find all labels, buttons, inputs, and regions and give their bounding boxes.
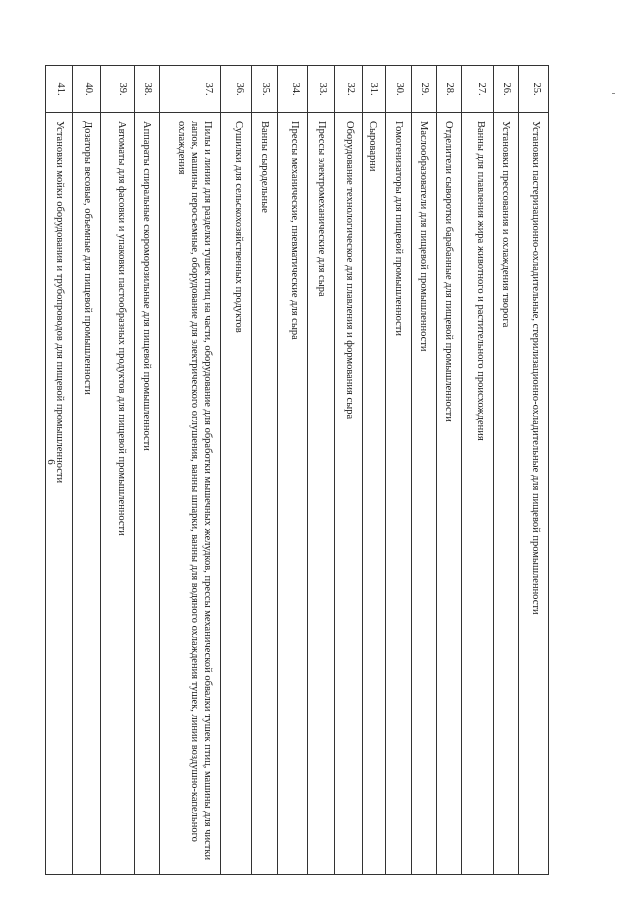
- row-text: Аппараты спиральные скороморозильные для пищевой промышленности: [135, 113, 159, 875]
- table-row: [461, 65, 493, 875]
- table-row: [134, 65, 159, 875]
- row-number: 34.: [278, 65, 307, 113]
- table-row: [362, 65, 385, 875]
- row-number: 33.: [308, 65, 334, 113]
- row-number: 40.: [73, 65, 100, 113]
- row-number: 37.: [160, 65, 220, 113]
- row-text: Установки пастеризационно-охладительные, стерилизационно-охладительные для пищевой промышленности: [519, 113, 548, 875]
- row-text: Установки мойки оборудования и трубопроводов для пищевой промышленности: [46, 113, 72, 875]
- row-text: Прессы механические, пневматические для сыра: [278, 113, 307, 875]
- row-text: Оборудование технологическое для плавления и формования сыра: [335, 113, 362, 875]
- row-text: Ванны сыродельные: [252, 113, 277, 875]
- document-table-wrapper: [54, 65, 549, 875]
- table-row: [385, 65, 411, 875]
- row-text: Маслообразователи для пищевой промышленности: [412, 113, 436, 875]
- scan-mark: [612, 93, 615, 94]
- row-text: Дозаторы весовые, объемные для пищевой промышленности: [73, 113, 100, 875]
- row-text: Гомогенизаторы для пищевой промышленности: [386, 113, 411, 875]
- row-number: 25.: [519, 65, 548, 113]
- row-number: 36.: [221, 65, 251, 113]
- row-text: Прессы электромеханические для сыра: [308, 113, 334, 875]
- row-number: 28.: [437, 65, 461, 113]
- row-number: 26.: [494, 65, 518, 113]
- page-number: 6: [45, 459, 57, 465]
- table-row: [307, 65, 334, 875]
- row-number: 32.: [335, 65, 362, 113]
- row-text: Сыроварни: [363, 113, 385, 875]
- row-text: Установки прессования и охлаждения творога: [494, 113, 518, 875]
- row-number: 30.: [386, 65, 411, 113]
- row-number: 29.: [412, 65, 436, 113]
- table-row: [277, 65, 307, 875]
- row-text: Сушилки для сельскохозяйственных продуктов: [221, 113, 251, 875]
- row-number: 35.: [252, 65, 277, 113]
- table-row: [334, 65, 362, 875]
- table-row: [100, 65, 134, 875]
- table-row: [251, 65, 277, 875]
- table-row: [493, 65, 518, 875]
- table-row: [159, 65, 220, 875]
- table-row: [45, 65, 72, 875]
- row-text: Ванны для плавления жира животного и растительного происхождения: [462, 113, 493, 875]
- table-row: [72, 65, 100, 875]
- row-text: Отделители сыворотки барабанные для пищевой промышленности: [437, 113, 461, 875]
- row-number: 41.: [46, 65, 72, 113]
- table-row: [220, 65, 251, 875]
- table-row: [436, 65, 461, 875]
- row-number: 38.: [135, 65, 159, 113]
- row-number: 27.: [462, 65, 493, 113]
- row-text: Автоматы для фасовки и упаковки пастообразных продуктов для пищевой промышленности: [101, 113, 134, 875]
- table-row: [411, 65, 436, 875]
- table-row: [518, 65, 549, 875]
- row-number: 31.: [363, 65, 385, 113]
- equipment-table: [54, 65, 549, 875]
- row-text: Пилы и линии для разделки тушек птиц на части, оборудование для обработки мышечных желудков, прессы механической обвалки тушек птиц, машины для чистки лапок, машины перосъемные, оборудование для электрического оглушения, ванны шпарки, ванны для водяного охлаждения тушек, линии воздушно-капельного охлаждения: [160, 113, 220, 875]
- row-number: 39.: [101, 65, 134, 113]
